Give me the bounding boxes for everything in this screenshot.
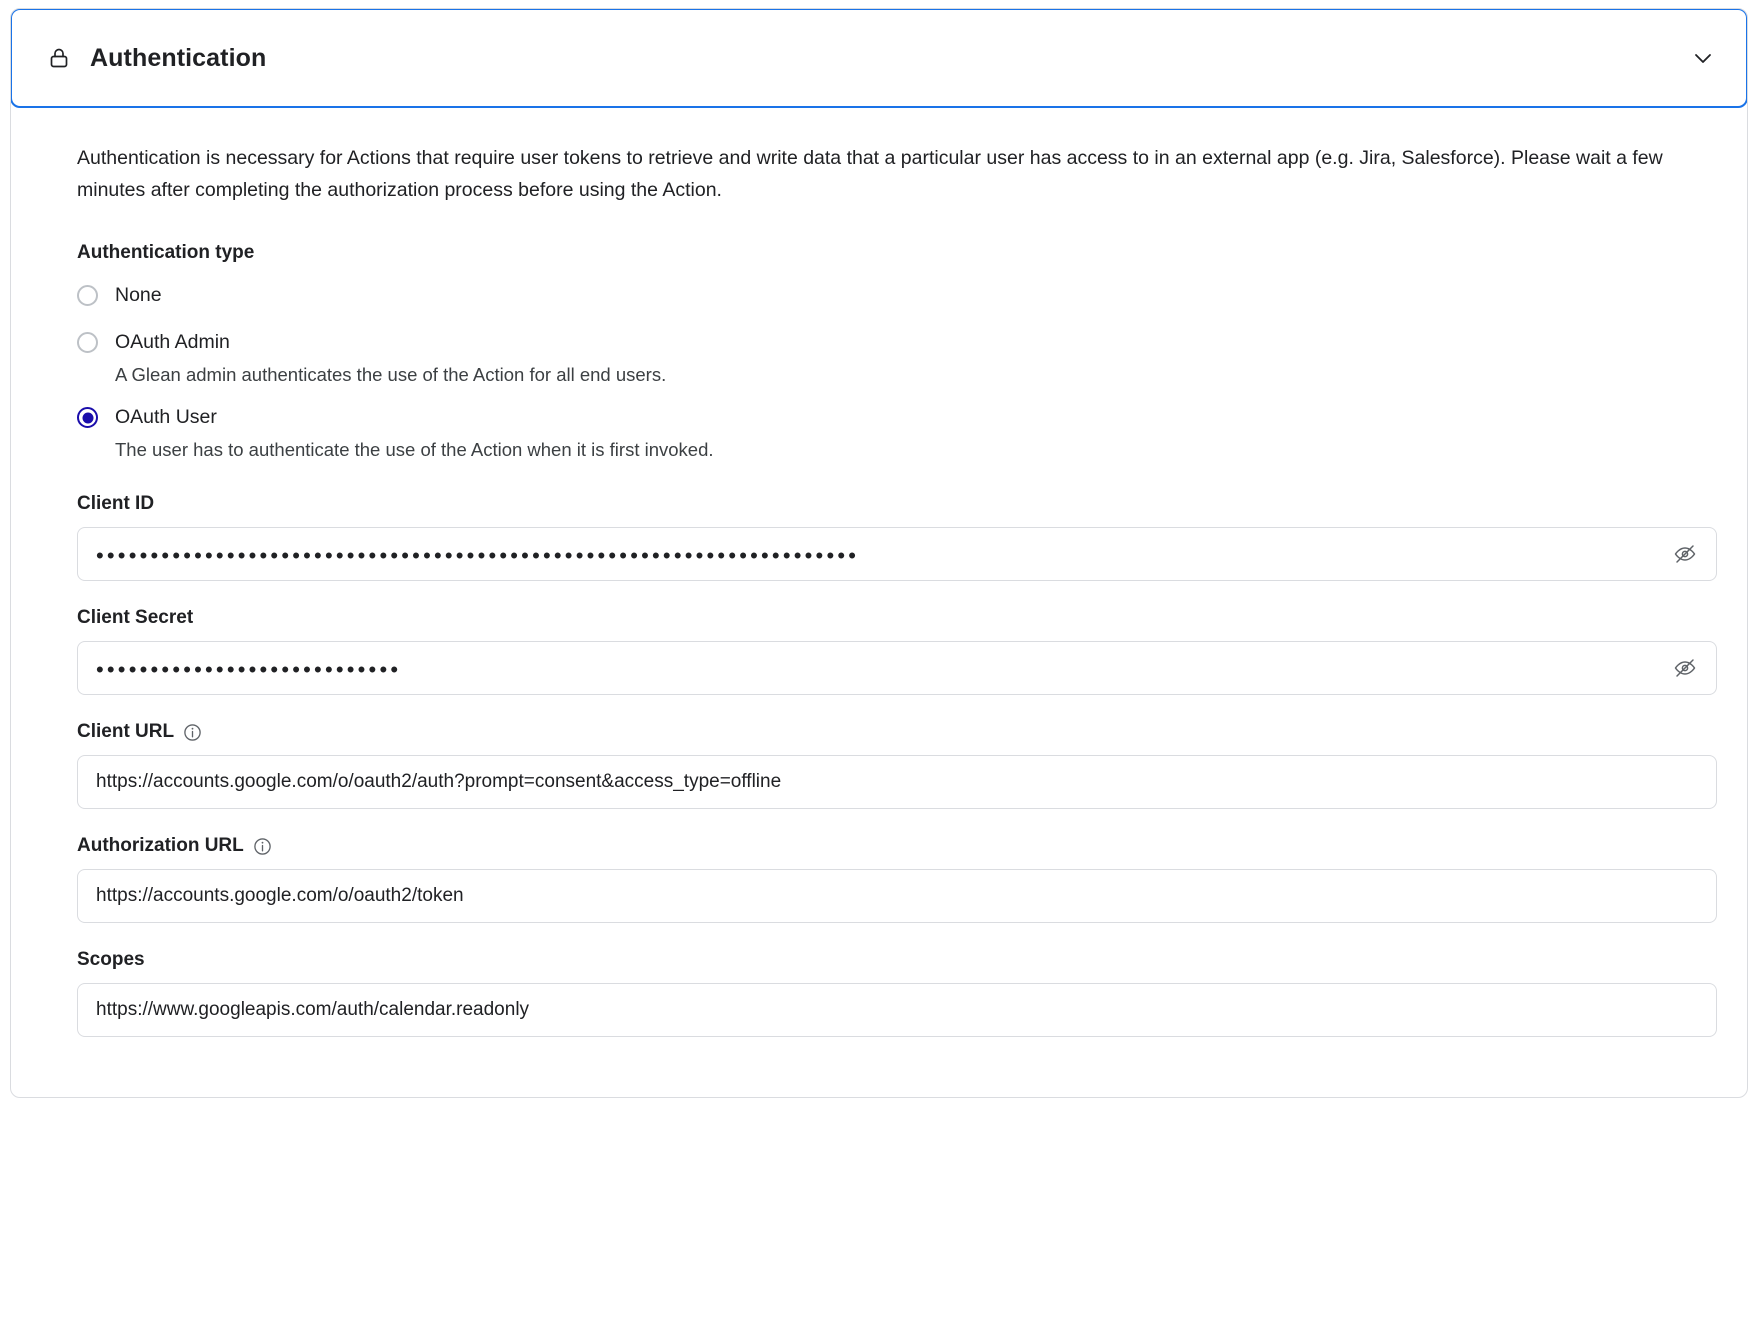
field-authorization-url: [77, 835, 1711, 923]
field-client-id: [77, 493, 1711, 581]
radio-indicator-oauth-user[interactable]: [77, 407, 98, 428]
authorization-url-input[interactable]: [77, 869, 1717, 923]
auth-type-label: Authentication type: [77, 242, 255, 264]
radio-description-oauth-user: The user has to authenticate the use of the Action when it is first invoked.: [115, 439, 714, 461]
client-secret-label: [77, 607, 1711, 629]
client-id-input[interactable]: [77, 527, 1717, 581]
info-icon[interactable]: [253, 837, 272, 856]
field-scopes: [77, 949, 1711, 1037]
radio-indicator-none[interactable]: [77, 285, 98, 306]
client-id-label: [77, 493, 1711, 515]
client-url-label: [77, 721, 1711, 743]
client-url-input[interactable]: [77, 755, 1717, 809]
eye-off-icon[interactable]: [1672, 655, 1698, 681]
radio-label-none: None: [115, 284, 162, 307]
eye-off-icon[interactable]: [1672, 541, 1698, 567]
authentication-panel-body: [11, 107, 1747, 1097]
client-id-value: ••••••••••••••••••••••••••••••••••••••••••••••••••••••••••••••••••••••: [96, 543, 860, 568]
authorization-url-label: [77, 835, 1711, 857]
lock-icon: [46, 45, 72, 71]
radio-indicator-oauth-admin[interactable]: [77, 332, 98, 353]
client-url-label-text: Client URL: [77, 721, 175, 743]
radio-description-oauth-admin: A Glean admin authenticates the use of the Action for all end users.: [115, 364, 667, 386]
info-icon[interactable]: [183, 723, 202, 742]
authorization-url-label-text: Authorization URL: [77, 835, 244, 857]
scopes-value: https://www.googleapis.com/auth/calendar.readonly: [96, 999, 530, 1021]
client-secret-input[interactable]: [77, 641, 1717, 695]
field-client-secret: [77, 607, 1711, 695]
scopes-label-text: Scopes: [77, 949, 145, 971]
client-url-value: https://accounts.google.com/o/oauth2/auth?prompt=consent&access_type=offline: [96, 771, 782, 793]
authorization-url-value: https://accounts.google.com/o/oauth2/token: [96, 885, 464, 907]
radio-option-none[interactable]: [77, 278, 1711, 313]
client-id-label-text: Client ID: [77, 493, 155, 515]
page-title: Authentication: [90, 43, 267, 72]
client-secret-value: ••••••••••••••••••••••••••••: [96, 657, 402, 682]
scopes-input[interactable]: [77, 983, 1717, 1037]
field-client-url: [77, 721, 1711, 809]
radio-option-oauth-user[interactable]: [77, 400, 1711, 435]
client-secret-label-text: Client Secret: [77, 607, 194, 629]
authentication-panel: [10, 8, 1748, 1098]
authentication-panel-header[interactable]: [10, 8, 1748, 108]
chevron-down-icon[interactable]: [1690, 45, 1716, 71]
radio-label-oauth-admin: OAuth Admin: [115, 331, 230, 354]
intro-text: Authentication is necessary for Actions that require user tokens to retrieve and write data that a particular user has access to in an external app (e.g. Jira, Salesforce). Please wait a few minutes after completing the authorization process before using the Action.: [77, 147, 1663, 201]
radio-label-oauth-user: OAuth User: [115, 406, 217, 429]
scopes-label: [77, 949, 1711, 971]
radio-option-oauth-admin[interactable]: [77, 325, 1711, 360]
